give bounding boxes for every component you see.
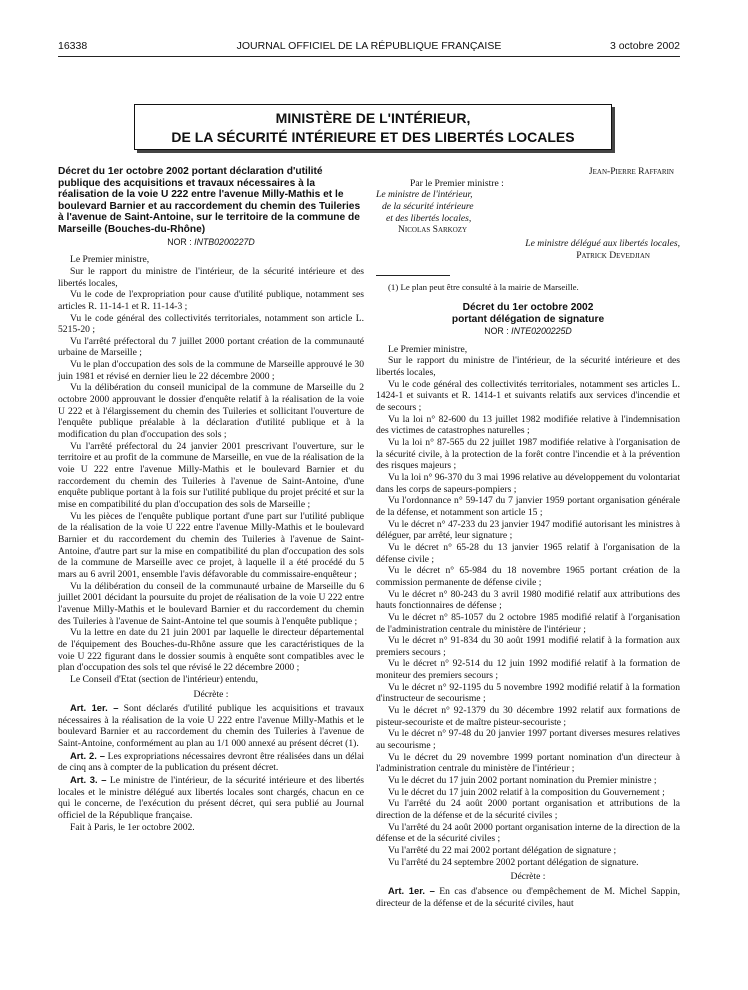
decree2-paragraph: Vu la loi n° 96-370 du 3 mai 1996 relative au développement du volontariat dans les corps de sapeurs-pompiers ; — [376, 471, 680, 495]
decree1-done-at: Fait à Paris, le 1er octobre 2002. — [70, 821, 195, 833]
decree1-paragraph: Vu les pièces de l'enquête publique portant d'une part sur l'utilité publique de la réalisation de la voie U 222 entre l'avenue Milly-Mathis et le boulevard Barnier et du raccordement du chemin des Tuileries à l'avenue de Saint-Antoine, d'autre part sur la mise en compatibilité du plan d'occupation des sols de la commune de Marseille avec ce projet, à laquelle il a été procédé du 5 mars au 6 avril 2001, ensemble l'avis défavorable du commissaire-enquêteur ; — [58, 510, 364, 580]
decree2-nor-label: NOR : — [484, 326, 509, 337]
decree2-paragraph: Vu l'arrêté du 24 août 2000 portant organisation et attributions de la direction de la défense et de la sécurité civiles ; — [376, 798, 680, 821]
decree2-title-line-2: portant délégation de signature — [451, 313, 605, 325]
delegate-minister-title: Le ministre délégué aux libertés locales, — [525, 237, 680, 249]
decree1-articles — [58, 702, 364, 822]
right-column — [376, 166, 680, 909]
decree1-article-text: Sont déclarés d'utilité publique les acquisitions et travaux nécessaires à la réalisation de la voie U 222 entre l'avenue Milly-Mathis et le boulevard Barnier et au raccordement du chemin des Tuileries à l'avenue de Saint-Antoine, conformément au plan au 1/1 000 annexé au présent décret (1). — [58, 703, 365, 750]
par-le-premier-ministre: Par le Premier ministre : — [410, 177, 504, 189]
decree1-body — [58, 254, 364, 685]
page-number: 16338 — [58, 40, 88, 52]
minister-title-2: de la sécurité intérieure — [382, 200, 474, 212]
decree2-paragraph: Vu le décret n° 47-233 du 23 janvier 1947 modifié autorisant les ministres à déléguer, par arrêté, leur signature ; — [376, 518, 680, 542]
decree2-paragraph: Vu le décret n° 85-1057 du 2 octobre 1985 modifié relatif à l'organisation de l'administration centrale du ministère de l'intérieur ; — [376, 611, 680, 635]
decree2-paragraph: Vu la loi n° 82-600 du 13 juillet 1982 modifiée relative à l'indemnisation des victimes de catastrophes naturelles ; — [376, 413, 680, 437]
decree2-paragraph: Vu le décret du 29 novembre 1999 portant nomination d'un directeur à l'administration centrale du ministère de l'intérieur ; — [376, 751, 680, 775]
decree1-paragraph: Le Conseil d'Etat (section de l'intérieur) entendu, — [70, 673, 259, 685]
decree1-decrete: Décrète : — [193, 688, 229, 700]
decree1-footnote: (1) Le plan peut être consulté à la mairie de Marseille. — [388, 282, 579, 293]
decree1-article — [58, 750, 364, 774]
decree2-paragraph: Vu le décret du 17 juin 2002 portant nomination du Premier ministre ; — [388, 775, 657, 787]
decree2-title — [376, 302, 680, 325]
decree2-title-line-1: Décret du 1er octobre 2002 — [462, 301, 594, 313]
decree2-paragraph: Sur le rapport du ministre de l'intérieur, de la sécurité intérieure et des libertés locales, — [376, 355, 680, 379]
decree2-paragraph: Vu le code général des collectivités territoriales, notamment ses articles L. 1424-1 et suivants et R. 1414-1 et suivants relatifs aux services d'incendie et de secours ; — [376, 378, 680, 414]
ministry-line-2: DE LA SÉCURITÉ INTÉRIEURE ET DES LIBERTÉS LOCALES — [171, 129, 575, 145]
decree2-paragraph: Vu le décret n° 91-834 du 30 août 1991 modifié relatif à la formation aux premiers secours ; — [376, 635, 680, 658]
decree2-paragraph: Vu le décret n° 92-1195 du 5 novembre 1992 modifié relatif à la formation d'instructeur de secourisme ; — [376, 681, 680, 705]
decree2-body — [376, 344, 680, 869]
ministry-line-1: MINISTÈRE DE L'INTÉRIEUR, — [275, 110, 471, 126]
header-rule — [58, 56, 680, 57]
decree2-nor-code: INTE0200225D — [511, 326, 572, 337]
decree2-paragraph: Vu le décret n° 97-48 du 20 janvier 1997 portant diverses mesures relatives au secourisme ; — [376, 728, 680, 752]
minister-title-1: Le ministre de l'intérieur, — [376, 189, 473, 201]
decree2-paragraph: Vu le décret n° 80-243 du 3 avril 1980 modifié relatif aux attributions des hauts fonctionnaires de défense ; — [376, 588, 680, 612]
decree1-article — [58, 774, 364, 822]
decree2-paragraph: Vu le décret n° 65-28 du 13 janvier 1965 relatif à l'organisation de la défense civile ; — [376, 541, 680, 565]
decree1-article-label: Art. 2. – — [70, 749, 105, 761]
decree1-nor — [58, 237, 364, 249]
decree1-article-text: Le ministre de l'intérieur, de la sécurité intérieure et des libertés locales et le ministre délégué aux libertés locales sont chargés, chacun en ce qui le concerne, de l'exécution du présent décret, qui sera publié au Journal officiel de la République française. — [58, 775, 364, 822]
decree1-paragraph: Vu la délibération du conseil municipal de la commune de Marseille du 2 octobre 2000 approuvant le dossier d'enquête relatif à la réalisation de la voie U 222 et à l'élargissement du chemin des Tuileries et sollicitant l'ouverture de l'enquête publique préalable à la déclaration d'utilité publique et à la modification du plan d'occupation des sols ; — [58, 382, 364, 441]
decree2-paragraph: Vu le décret n° 65-984 du 18 novembre 1965 portant création de la commission permanente de défense civile ; — [376, 565, 680, 588]
decree2-decrete: Décrète : — [510, 871, 546, 883]
delegate-minister-name: Patrick Devedjian — [576, 249, 650, 261]
decree1-article-text: Les expropriations nécessaires devront être réalisées dans un délai de cinq ans à compter de la publication du présent décret. — [58, 750, 365, 774]
left-column — [58, 166, 364, 833]
decree2-paragraph: Vu le décret du 17 juin 2002 relatif à la composition du Gouvernement ; — [388, 786, 665, 798]
decree2-paragraph: Vu l'ordonnance n° 59-147 du 7 janvier 1959 portant organisation générale de la défense, et notamment son article 15 ; — [376, 495, 680, 518]
minister-name: Nicolas Sarkozy — [398, 224, 468, 236]
decree2-paragraph: Vu l'arrêté du 24 août 2000 portant organisation interne de la direction de la défense et de la sécurité civiles ; — [376, 821, 680, 845]
decree1-nor-label: NOR : — [167, 236, 192, 247]
decree1-paragraph: Le Premier ministre, — [70, 254, 150, 266]
signature-prime-minister: Jean-Pierre Raffarin — [588, 166, 674, 177]
decree1-paragraph: Vu l'arrêté préfectoral du 24 janvier 2001 prescrivant l'ouverture, sur le territoire et au profit de la commune de Marseille, en vue de la réalisation de la voie U 222 entre l'avenue Milly-Mathis et le boulevard Barnier et du raccordement du chemin des Tuileries à l'avenue de Saint-Antoine, d'une enquête publique portant à la fois sur l'utilité publique du projet précité et sur la mise en compatibilité du plan d'occupation des sols de Marseille ; — [58, 440, 364, 510]
decree1-article — [58, 702, 364, 750]
decree2-paragraph: Vu le décret n° 92-1379 du 30 décembre 1992 relatif aux formations de pisteur-secouriste et de maître pisteur-secouriste ; — [376, 705, 680, 728]
decree1-paragraph: Vu le code général des collectivités territoriales, notamment son article L. 5215-20 ; — [58, 312, 364, 336]
decree1-paragraph: Vu la lettre en date du 21 juin 2001 par laquelle le directeur départemental de l'équipement des Bouches-du-Rhône assure que les caractéristiques de la voie U 222 figurant dans le dossier soumis à enquête sont compatibles avec le plan d'occupation des sols tel que révisé le 22 décembre 2000 ; — [58, 627, 364, 674]
decree2-paragraph: Vu l'arrêté du 24 septembre 2002 portant délégation de signature. — [388, 856, 639, 868]
decree2-nor — [376, 326, 680, 338]
decree1-article-label: Art. 1er. – — [70, 702, 119, 714]
decree2-paragraph: Vu la loi n° 87-565 du 22 juillet 1987 modifiée relative à l'organisation de la sécurité civile, à la protection de la forêt contre l'incendie et à la prévention des risques majeurs ; — [376, 437, 680, 472]
decree1-nor-code: INTB0200227D — [194, 236, 255, 247]
decree1-paragraph: Vu le plan d'occupation des sols de la commune de Marseille approuvé le 30 juin 1981 et révisé en dernier lieu le 22 décembre 2000 ; — [58, 359, 364, 382]
decree1-paragraph: Vu le code de l'expropriation pour cause d'utilité publique, notamment ses articles R. 11-14-1 et R. 11-14-3 ; — [58, 289, 364, 312]
decree1-paragraph: Vu l'arrêté préfectoral du 7 juillet 2000 portant création de la communauté urbaine de Marseille ; — [58, 335, 364, 359]
decree2-paragraph: Vu le décret n° 92-514 du 12 juin 1992 modifié relatif à la formation de moniteur des premiers secours ; — [376, 658, 680, 682]
issue-date: 3 octobre 2002 — [609, 40, 680, 52]
footnote-rule — [376, 275, 450, 276]
decree1-title: Décret du 1er octobre 2002 portant déclaration d'utilité publique des acquisitions et travaux nécessaires à la réalisation de la voie U 222 entre l'avenue Milly-Mathis et le boulevard Barnier et au raccordement du chemin des Tuileries à l'avenue de Saint-Antoine, sur le territoire de la commune de Marseille (Bouches-du-Rhône) — [58, 166, 361, 235]
ministry-heading-box — [134, 104, 612, 150]
decree1-paragraph: Sur le rapport du ministre de l'intérieur, de la sécurité intérieure et des libertés locales, — [58, 265, 364, 289]
decree2-paragraph: Vu l'arrêté du 22 mai 2002 portant délégation de signature ; — [388, 844, 617, 856]
page-header — [58, 40, 680, 54]
minister-title-3: et des libertés locales, — [386, 212, 472, 224]
decree2-article-1 — [376, 885, 680, 909]
decree1-paragraph: Vu la délibération du conseil de la communauté urbaine de Marseille du 6 juillet 2001 décidant la poursuite du projet de réalisation de la voie U 222 entre l'avenue Milly-Mathis et le boulevard Barnier et du raccordement du chemin des Tuileries à l'avenue de Saint-Antoine tel que soumis à l'enquête publique ; — [58, 580, 364, 627]
decree2-article-1-label: Art. 1er. – — [388, 884, 435, 896]
decree2-paragraph: Le Premier ministre, — [388, 343, 468, 355]
decree1-article-label: Art. 3. – — [70, 774, 107, 786]
journal-title: JOURNAL OFFICIEL DE LA RÉPUBLIQUE FRANÇAISE — [236, 40, 502, 52]
decree2-article-1-text: En cas d'absence ou d'empêchement de M. Michel Sappin, directeur de la défense et de la sécurité civiles, haut — [376, 885, 681, 909]
